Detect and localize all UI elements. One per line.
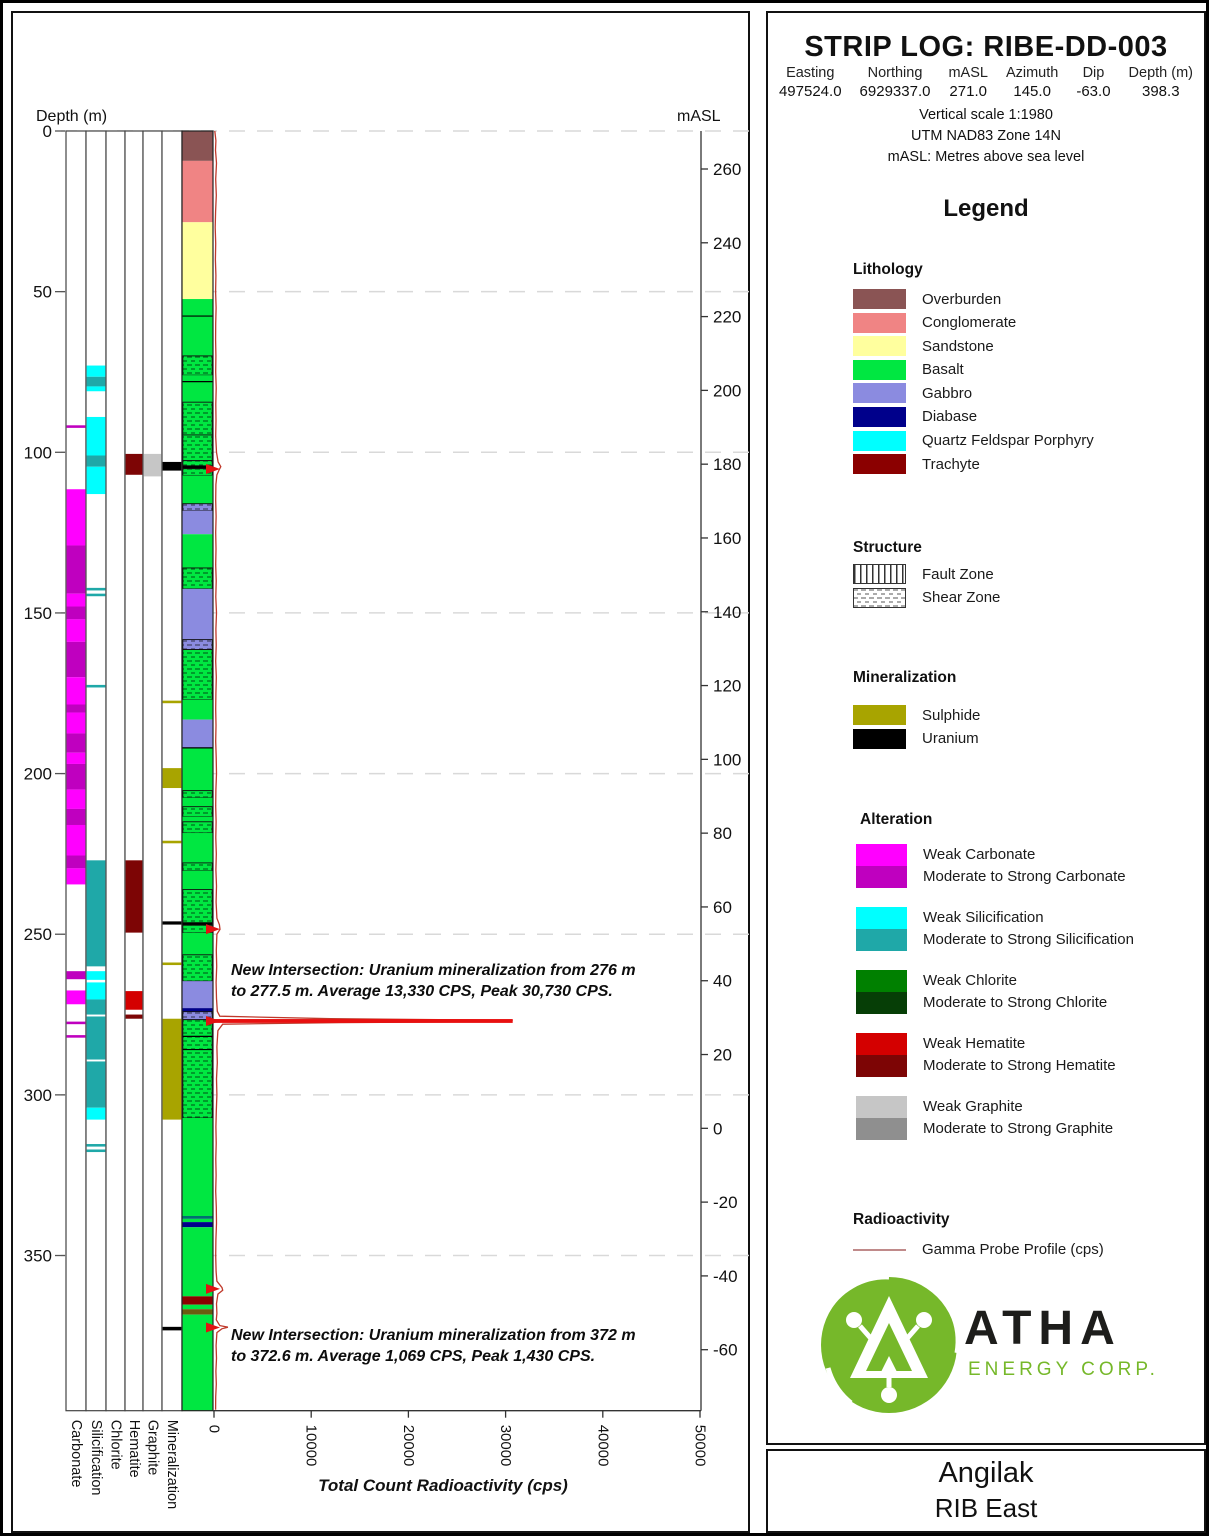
collar-value: 6929337.0 — [859, 83, 931, 100]
legend-label: Fault Zone — [922, 565, 994, 583]
collar-header: Depth (m) — [1128, 65, 1194, 81]
sandstone-swatch — [853, 336, 906, 356]
legend-item-basalt — [853, 360, 1094, 380]
collar-cell — [770, 65, 851, 100]
vertical-scale-note: Vertical scale 1:1980 — [919, 107, 1053, 123]
legend-item-sulphide — [853, 705, 980, 725]
sulphide-swatch — [853, 705, 906, 725]
collar-value: 145.0 — [1013, 83, 1051, 100]
legend-item-fault — [853, 564, 1000, 584]
svg-text:80: 80 — [713, 824, 732, 844]
hematite-weak-swatch — [856, 1033, 907, 1055]
svg-text:240: 240 — [713, 233, 742, 253]
graphite-strong-swatch — [856, 1118, 907, 1140]
svg-text:40: 40 — [713, 971, 732, 991]
svg-text:Graphite: Graphite — [144, 1419, 161, 1476]
svg-text:Chlorite: Chlorite — [107, 1419, 124, 1470]
legend-item-gamma — [853, 1241, 1104, 1258]
atha-logo-icon — [816, 1268, 966, 1418]
structure-section-title: Structure — [853, 539, 922, 556]
alteration-section-title: Alteration — [860, 811, 933, 828]
collar-cell — [997, 65, 1067, 100]
radioactivity-section-title: Radioactivity — [853, 1211, 950, 1228]
hematite-strong-swatch — [856, 1055, 907, 1077]
legend-item-gabbro — [853, 383, 1094, 403]
svg-text:200: 200 — [23, 764, 52, 784]
graphite-weak-swatch — [856, 1096, 907, 1118]
svg-text:120: 120 — [713, 676, 742, 696]
gamma-axis-title: Total Count Radioactivity (cps) — [318, 1476, 568, 1495]
radioactivity-legend-items — [853, 1241, 1104, 1262]
collar-cell — [1120, 65, 1202, 100]
weak-label: Weak Carbonate — [923, 846, 1036, 863]
chlorite-strong-swatch — [856, 992, 907, 1014]
strong-label: Moderate to Strong Hematite — [923, 1057, 1116, 1074]
svg-text:140: 140 — [713, 602, 742, 622]
svg-text:-40: -40 — [713, 1266, 738, 1286]
scale-notes — [768, 105, 1204, 168]
svg-text:50000: 50000 — [691, 1424, 709, 1467]
masl-axis — [701, 131, 741, 1411]
collar-table — [768, 65, 1204, 100]
atha-tagline: ENERGY CORP. — [968, 1359, 1159, 1380]
svg-text:50: 50 — [33, 282, 52, 302]
atha-wordmark: ATHA — [964, 1302, 1122, 1355]
qfp-swatch — [853, 431, 906, 451]
alteration-labels — [923, 970, 1107, 1014]
annotation-2-line1: New Intersection: Uranium mineralization from 372 m — [231, 1327, 636, 1344]
legend-label: Sandstone — [922, 337, 994, 355]
legend-label: Sulphide — [922, 706, 981, 724]
alteration-pair-hematite — [856, 1033, 1134, 1077]
conglomerate-swatch — [853, 313, 906, 333]
basalt-swatch — [853, 360, 906, 380]
svg-text:0: 0 — [205, 1424, 223, 1434]
area-name: RIB East — [934, 1493, 1038, 1523]
collar-header: Easting — [786, 65, 835, 81]
legend-label: Gamma Probe Profile (cps) — [922, 1241, 1104, 1258]
annotation-2-line2: to 372.6 m. Average 1,069 CPS, Peak 1,430 CPS. — [231, 1347, 596, 1365]
svg-text:20: 20 — [713, 1045, 732, 1065]
alteration-pair-graphite — [856, 1096, 1134, 1140]
legend-item-uranium — [853, 729, 980, 749]
gamma-trace — [206, 131, 513, 1410]
alteration-pair-silicification — [856, 907, 1134, 951]
shear-zone-swatch — [853, 588, 906, 608]
weak-label: Weak Silicification — [923, 909, 1044, 926]
legend-label: Overburden — [922, 290, 1002, 308]
svg-text:160: 160 — [713, 528, 742, 548]
svg-text:40000: 40000 — [594, 1424, 612, 1467]
legend-label: Trachyte — [922, 455, 980, 473]
legend-label: Basalt — [922, 361, 964, 379]
diabase-swatch — [853, 407, 906, 427]
legend-label: Quartz Feldspar Porphyry — [922, 432, 1094, 450]
depth-axis-title: Depth (m) — [36, 108, 108, 125]
legend-label: Uranium — [922, 730, 979, 748]
legend-title: Legend — [943, 195, 1029, 222]
annotation-1-line1: New Intersection: Uranium mineralization from 276 m — [231, 962, 636, 979]
project-footer-panel — [766, 1449, 1206, 1533]
annotation-1-line2: to 277.5 m. Average 13,330 CPS, Peak 30,730 CPS. — [231, 982, 613, 1000]
legend-label: Conglomerate — [922, 314, 1017, 332]
svg-text:250: 250 — [23, 925, 52, 945]
alteration-pair-carbonate — [856, 844, 1134, 888]
svg-text:0: 0 — [42, 122, 52, 141]
svg-text:100: 100 — [713, 750, 742, 770]
svg-text:300: 300 — [23, 1085, 52, 1105]
fault-zone-swatch — [853, 564, 906, 584]
intersection-annotation-2 — [231, 1326, 636, 1368]
project-name: Angilak — [938, 1457, 1034, 1489]
alteration-labels — [923, 844, 1126, 888]
lithology-column — [182, 131, 213, 1411]
hematite-swatch — [856, 1033, 907, 1077]
collar-cell — [939, 65, 997, 100]
alteration-legend-items — [856, 844, 1134, 1159]
carbonate-weak-swatch — [856, 844, 907, 866]
svg-text:220: 220 — [713, 307, 742, 327]
carbonate-swatch — [856, 844, 907, 888]
alteration-pair-chlorite — [856, 970, 1134, 1014]
silicification-weak-swatch — [856, 907, 907, 929]
lithology-legend-items — [853, 289, 1094, 478]
collar-cell — [1067, 65, 1119, 100]
strong-label: Moderate to Strong Silicification — [923, 931, 1134, 948]
uranium-swatch — [853, 729, 906, 749]
silicification-swatch — [856, 907, 907, 951]
collar-cell — [851, 65, 940, 100]
chlorite-weak-swatch — [856, 970, 907, 992]
svg-text:180: 180 — [713, 455, 742, 475]
gamma-line-swatch — [853, 1249, 906, 1251]
legend-item-trachyte — [853, 454, 1094, 474]
log-columns — [66, 131, 182, 1411]
weak-label: Weak Graphite — [923, 1098, 1023, 1115]
svg-text:Hematite: Hematite — [126, 1419, 142, 1478]
graphite-swatch — [856, 1096, 907, 1140]
page-title: STRIP LOG: RIBE-DD-003 — [804, 31, 1168, 63]
weak-label: Weak Hematite — [923, 1035, 1026, 1052]
svg-text:20000: 20000 — [399, 1424, 417, 1467]
svg-text:-20: -20 — [713, 1193, 738, 1213]
weak-label: Weak Chlorite — [923, 972, 1017, 989]
masl-note: mASL: Metres above sea level — [887, 149, 1085, 166]
title-legend-panel — [766, 11, 1206, 1445]
masl-axis-title: mASL — [677, 108, 721, 125]
svg-text:60: 60 — [713, 897, 732, 917]
collar-value: 497524.0 — [778, 83, 842, 100]
svg-text:Carbonate: Carbonate — [68, 1419, 84, 1488]
svg-text:260: 260 — [713, 160, 742, 179]
strong-label: Moderate to Strong Graphite — [923, 1120, 1114, 1137]
svg-text:30000: 30000 — [497, 1424, 515, 1467]
trachyte-swatch — [853, 454, 906, 474]
svg-text:150: 150 — [23, 603, 52, 623]
svg-text:10000: 10000 — [302, 1424, 320, 1467]
strong-label: Moderate to Strong Carbonate — [923, 868, 1126, 885]
gabbro-swatch — [853, 383, 906, 403]
overburden-swatch — [853, 289, 906, 309]
collar-header: Azimuth — [1005, 65, 1059, 81]
strong-label: Moderate to Strong Chlorite — [923, 994, 1108, 1011]
silicification-strong-swatch — [856, 929, 907, 951]
intersection-annotation-1 — [231, 961, 636, 1003]
mineralization-section-title: Mineralization — [853, 669, 957, 686]
gamma-axis — [213, 1411, 701, 1418]
legend-item-sandstone — [853, 336, 1094, 356]
legend-label: Gabbro — [922, 384, 973, 402]
collar-header: mASL — [948, 65, 988, 81]
svg-text:0: 0 — [713, 1119, 723, 1139]
lithology-section-title: Lithology — [853, 261, 923, 278]
svg-text:-60: -60 — [713, 1340, 738, 1360]
legend-item-qfp — [853, 431, 1094, 451]
alteration-labels — [923, 1033, 1116, 1077]
collar-header: Northing — [867, 65, 923, 81]
legend-item-conglomerate — [853, 313, 1094, 333]
svg-text:Mineralization: Mineralization — [164, 1419, 180, 1510]
svg-text:100: 100 — [23, 443, 52, 463]
chlorite-swatch — [856, 970, 907, 1014]
alteration-labels — [923, 1096, 1113, 1140]
collar-value: -63.0 — [1076, 83, 1111, 100]
legend-item-overburden — [853, 289, 1094, 309]
legend-label: Diabase — [922, 408, 978, 426]
carbonate-strong-swatch — [856, 866, 907, 888]
svg-text:200: 200 — [713, 381, 742, 401]
structure-legend-items — [853, 564, 1000, 611]
svg-text:350: 350 — [23, 1246, 52, 1266]
collar-value: 271.0 — [949, 83, 987, 100]
utm-zone-note: UTM NAD83 Zone 14N — [911, 128, 1061, 145]
collar-header: Dip — [1082, 65, 1105, 81]
alteration-labels — [923, 907, 1134, 951]
collar-value: 398.3 — [1142, 83, 1180, 100]
strip-log-plot — [3, 3, 766, 1536]
legend-label: Shear Zone — [922, 589, 1001, 607]
svg-text:Silicification: Silicification — [88, 1419, 104, 1496]
legend-item-diabase — [853, 407, 1094, 427]
legend-item-shear — [853, 588, 1000, 608]
mineralization-legend-items — [853, 705, 980, 752]
